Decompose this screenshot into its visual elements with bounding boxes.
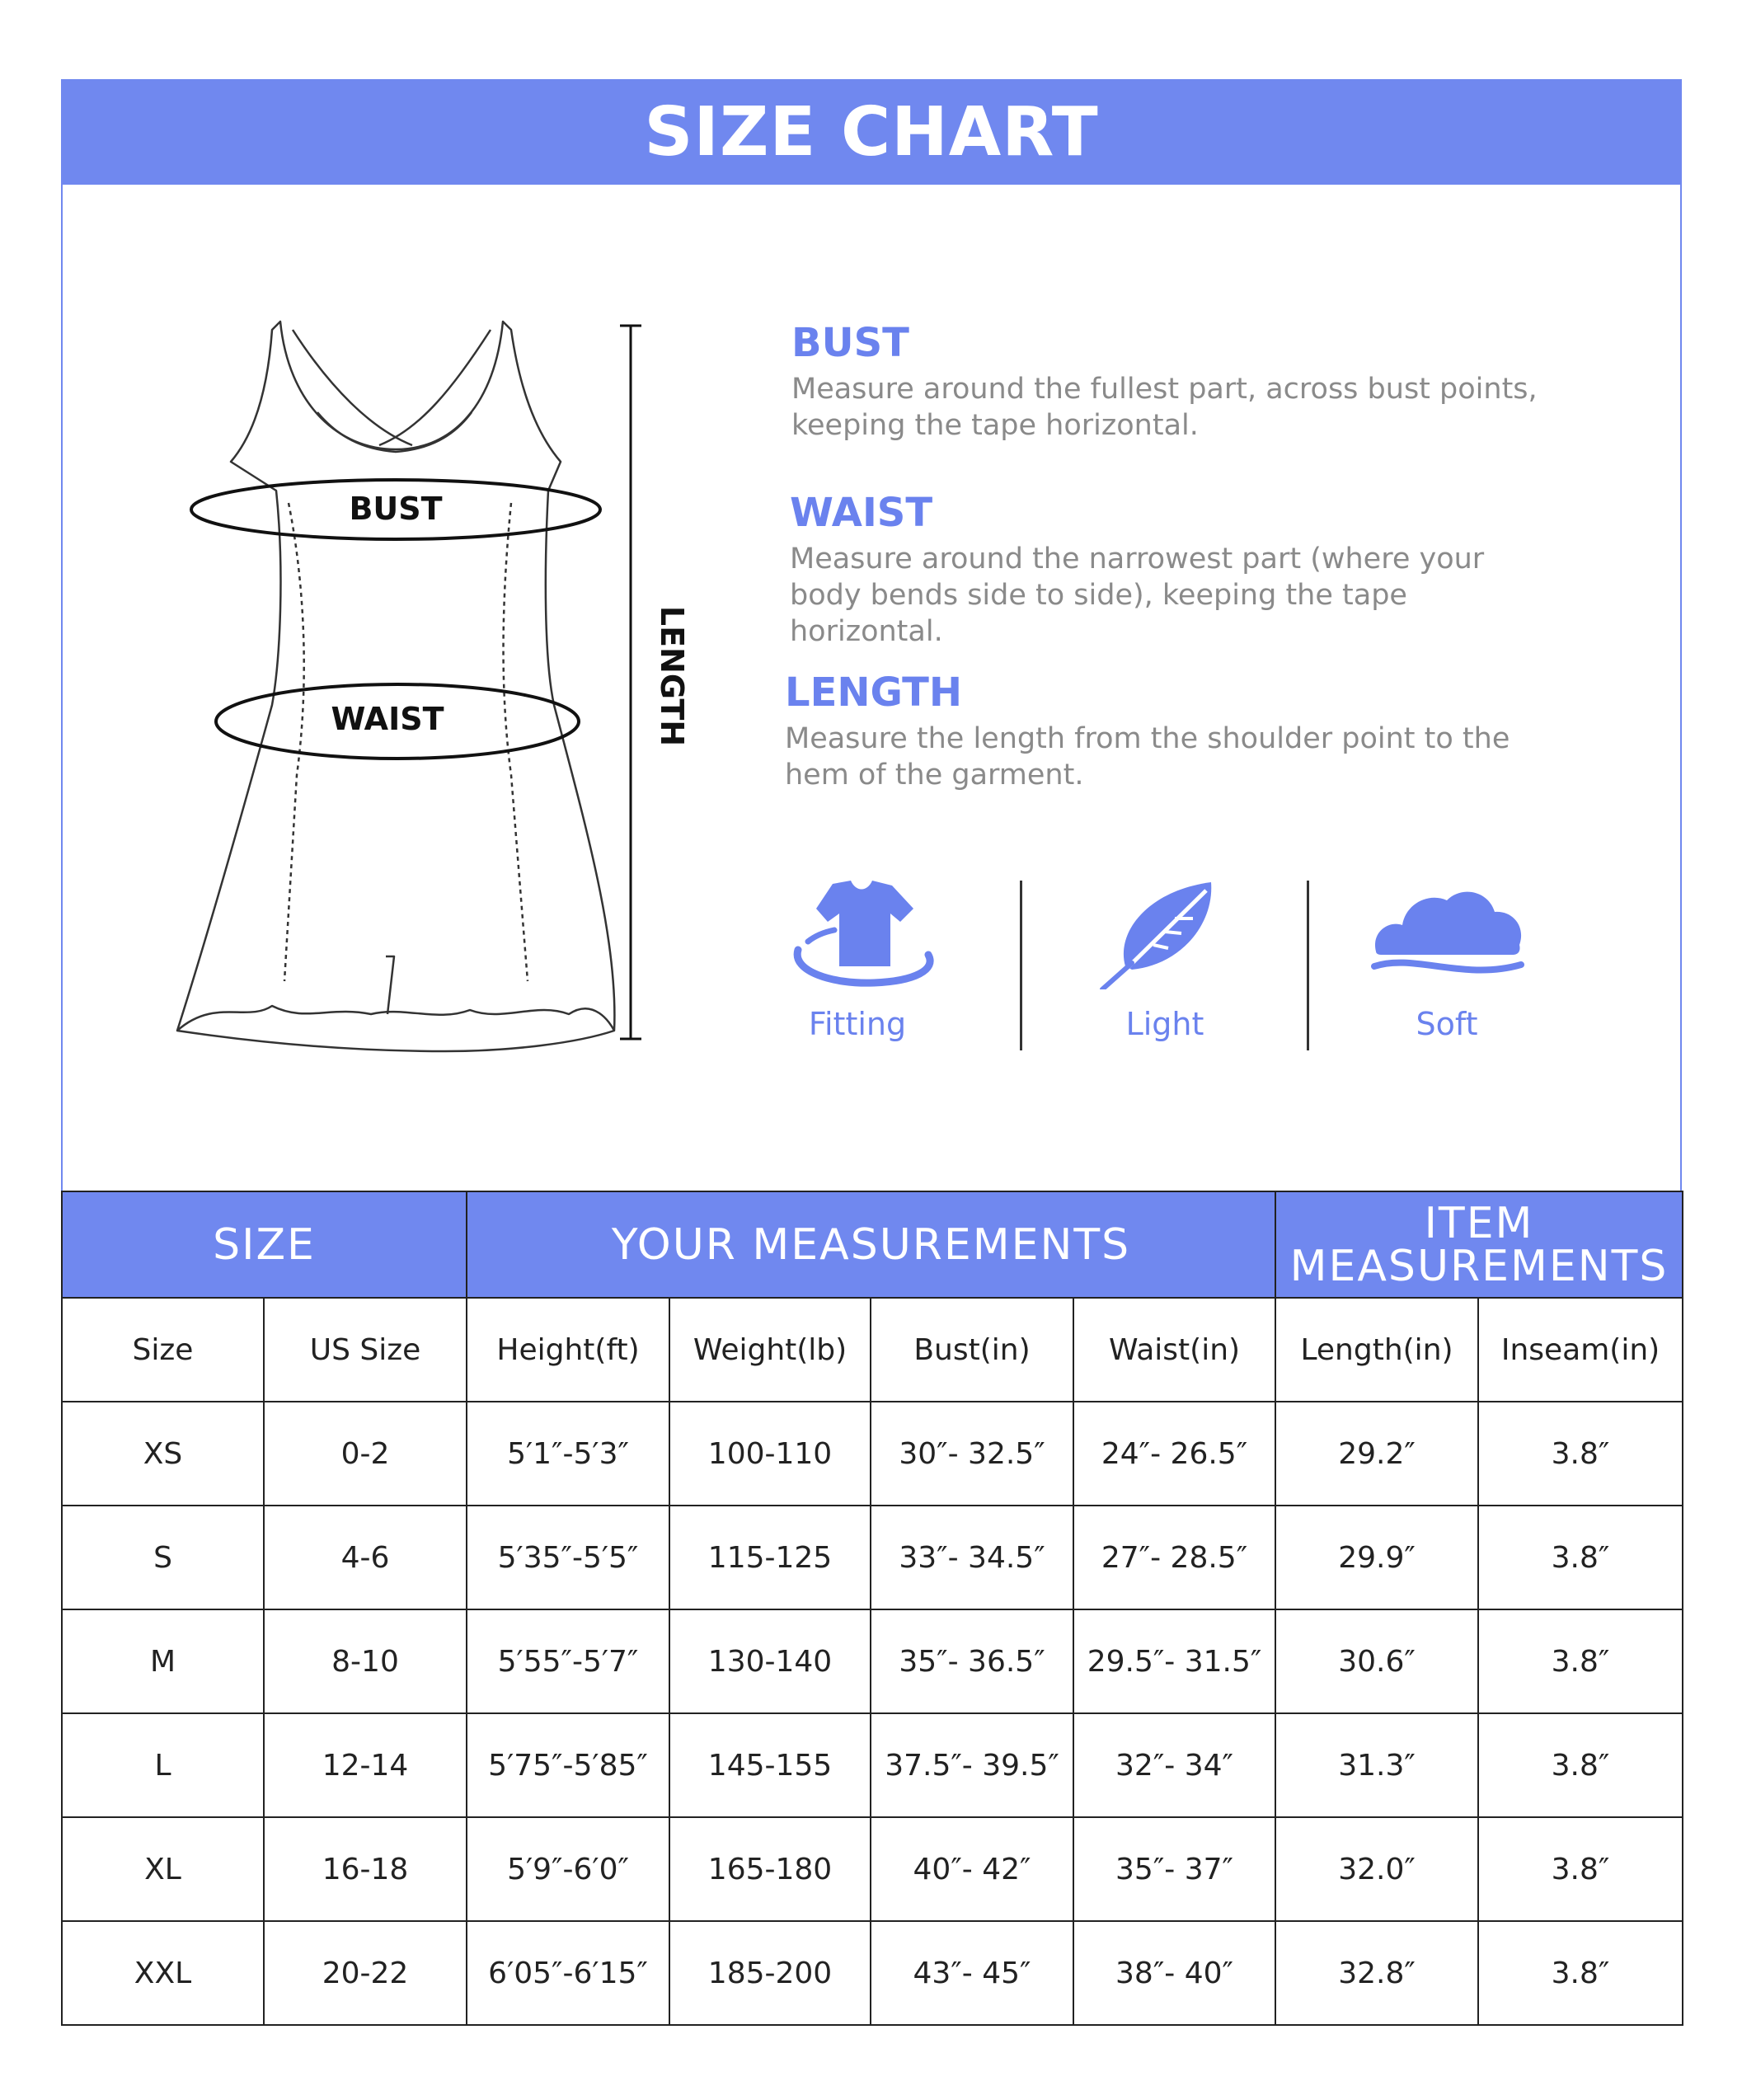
- table-cell: 130-140: [669, 1609, 871, 1713]
- page-title: SIZE CHART: [644, 92, 1099, 171]
- shorts-split: [386, 956, 394, 1014]
- column-header: Inseam(in): [1478, 1298, 1683, 1402]
- table-cell: 29.5″- 31.5″: [1073, 1609, 1275, 1713]
- table-cell: 3.8″: [1478, 1609, 1683, 1713]
- length-label: LENGTH: [654, 605, 690, 747]
- bust-definition: [791, 320, 1616, 444]
- feature-label: Light: [1125, 1006, 1204, 1042]
- table-cell: 30.6″: [1275, 1609, 1478, 1713]
- title-banner: [61, 79, 1682, 185]
- bust-label: BUST: [349, 491, 443, 527]
- table-cell: 29.2″: [1275, 1402, 1478, 1506]
- table-cell: 5′75″-5′85″: [467, 1713, 669, 1817]
- table-cell: 35″- 37″: [1073, 1817, 1275, 1921]
- table-row: [62, 1713, 1683, 1817]
- table-cell: 32.0″: [1275, 1817, 1478, 1921]
- dress-outline: [177, 322, 614, 1051]
- column-header: Length(in): [1275, 1298, 1478, 1402]
- table-row: [62, 1402, 1683, 1506]
- table-cell: 33″- 34.5″: [871, 1506, 1073, 1609]
- group-header-size: SIZE: [62, 1191, 467, 1298]
- table-cell: XS: [62, 1402, 264, 1506]
- table-cell: 100-110: [669, 1402, 871, 1506]
- table-row: [62, 1609, 1683, 1713]
- waist-label: WAIST: [331, 701, 444, 737]
- cloud-icon: [1364, 874, 1529, 989]
- column-header: US Size: [264, 1298, 467, 1402]
- table-cell: 30″- 32.5″: [871, 1402, 1073, 1506]
- column-header: Weight(lb): [669, 1298, 871, 1402]
- dress-diagram: [165, 313, 725, 1055]
- size-table: [61, 1191, 1683, 2026]
- table-cell: 5′35″-5′5″: [467, 1506, 669, 1609]
- table-cell: 145-155: [669, 1713, 871, 1817]
- table-cell: 31.3″: [1275, 1713, 1478, 1817]
- definition-text: Measure the length from the shoulder point to the hem of the garment.: [785, 722, 1510, 792]
- group-header-row: [62, 1191, 1683, 1298]
- table-cell: 16-18: [264, 1817, 467, 1921]
- table-cell: 185-200: [669, 1921, 871, 2025]
- table-cell: 24″- 26.5″: [1073, 1402, 1275, 1506]
- table-cell: 115-125: [669, 1506, 871, 1609]
- table-cell: 0-2: [264, 1402, 467, 1506]
- strap-left: [293, 330, 412, 445]
- table-cell: 5′1″-5′3″: [467, 1402, 669, 1506]
- feature-divider: [1020, 881, 1022, 1050]
- table-cell: 20-22: [264, 1921, 467, 2025]
- table-cell: 27″- 28.5″: [1073, 1506, 1275, 1609]
- table-cell: S: [62, 1506, 264, 1609]
- table-cell: 4-6: [264, 1506, 467, 1609]
- column-header: Bust(in): [871, 1298, 1073, 1402]
- table-cell: M: [62, 1609, 264, 1713]
- feature-light: [1058, 874, 1272, 1042]
- table-cell: 32.8″: [1275, 1921, 1478, 2025]
- feature-label: Soft: [1416, 1006, 1478, 1042]
- table-cell: 38″- 40″: [1073, 1921, 1275, 2025]
- seam-left: [284, 503, 304, 981]
- table-row: [62, 1817, 1683, 1921]
- table-cell: 32″- 34″: [1073, 1713, 1275, 1817]
- table-row: [62, 1506, 1683, 1609]
- feature-label: Fitting: [808, 1006, 907, 1042]
- definition-text: Measure around the narrowest part (where your body bends side to side), keeping the tape horizontal.: [790, 543, 1485, 648]
- definition-title: BUST: [791, 320, 909, 366]
- feature-soft: [1340, 874, 1554, 1042]
- waist-definition: [790, 490, 1515, 650]
- table-cell: 35″- 36.5″: [871, 1609, 1073, 1713]
- table-cell: XL: [62, 1817, 264, 1921]
- definition-text: Measure around the fullest part, across bust points, keeping the tape horizontal.: [791, 373, 1538, 442]
- column-header: Waist(in): [1073, 1298, 1275, 1402]
- strap-right: [379, 330, 491, 445]
- inner-back: [317, 412, 472, 452]
- table-cell: 3.8″: [1478, 1817, 1683, 1921]
- table-cell: 8-10: [264, 1609, 467, 1713]
- length-definition: [785, 669, 1510, 793]
- table-cell: 6′05″-6′15″: [467, 1921, 669, 2025]
- feather-icon: [1082, 874, 1247, 989]
- column-header: Height(ft): [467, 1298, 669, 1402]
- ruffle-hem: [177, 1006, 614, 1031]
- table-cell: 3.8″: [1478, 1921, 1683, 2025]
- column-header-row: [62, 1298, 1683, 1402]
- table-cell: 40″- 42″: [871, 1817, 1073, 1921]
- table-cell: 29.9″: [1275, 1506, 1478, 1609]
- definition-title: LENGTH: [785, 669, 963, 716]
- table-cell: 165-180: [669, 1817, 871, 1921]
- group-header-your-measurements: YOUR MEASUREMENTS: [467, 1191, 1275, 1298]
- table-row: [62, 1921, 1683, 2025]
- table-cell: 5′55″-5′7″: [467, 1609, 669, 1713]
- feature-divider: [1307, 881, 1309, 1050]
- table-cell: 3.8″: [1478, 1713, 1683, 1817]
- seam-right: [504, 503, 528, 981]
- table-cell: 12-14: [264, 1713, 467, 1817]
- table-cell: 37.5″- 39.5″: [871, 1713, 1073, 1817]
- table-cell: 5′9″-6′0″: [467, 1817, 669, 1921]
- table-cell: 3.8″: [1478, 1402, 1683, 1506]
- definition-title: WAIST: [790, 490, 933, 536]
- table-cell: L: [62, 1713, 264, 1817]
- table-cell: XXL: [62, 1921, 264, 2025]
- tshirt-icon: [775, 874, 940, 989]
- column-header: Size: [62, 1298, 264, 1402]
- feature-fitting: [750, 874, 965, 1042]
- table-cell: 43″- 45″: [871, 1921, 1073, 2025]
- table-cell: 3.8″: [1478, 1506, 1683, 1609]
- group-header-item-measurements: ITEM MEASUREMENTS: [1275, 1191, 1683, 1298]
